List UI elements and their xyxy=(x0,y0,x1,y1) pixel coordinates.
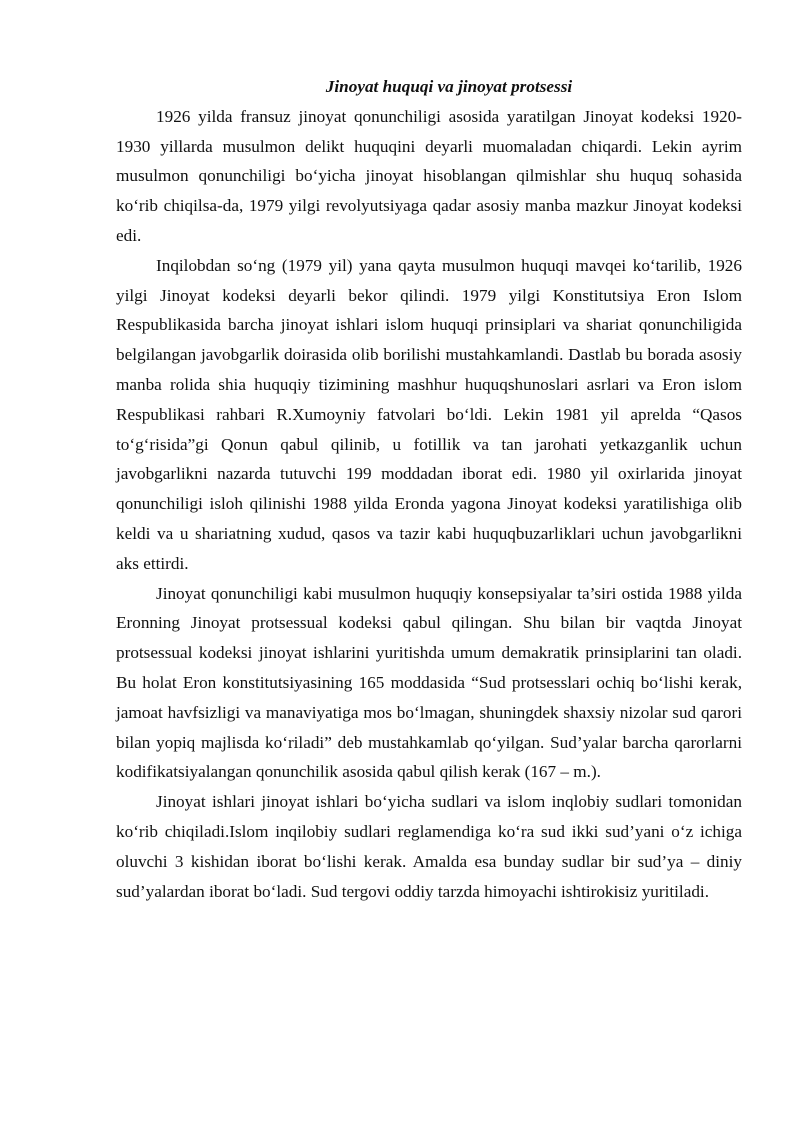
paragraph-1: 1926 yilda fransuz jinoyat qonunchiligi asosida yaratilgan Jinoyat kodeksi 1920-1930 yillarda musulmon delikt huquqini deyarli muomaladan chiqardi. Lekin ayrim musulmon qonunchiligi bo‘yicha jinoyat hisoblangan qilmishlar shu huquq sohasida ko‘rib chiqilsa-da, 1979 yilgi revolyutsiyaga qadar asosiy manba mazkur Jinoyat kodeksi edi. xyxy=(116,106,742,245)
paragraph-2: Inqilobdan so‘ng (1979 yil) yana qayta musulmon huquqi mavqei ko‘tarilib, 1926 yilgi Jinoyat kodeksi deyarli bekor qilindi. 1979 yilgi Konstitutsiya Eron Islom Respublikasida barcha jinoyat ishlari islom huquqi prinsiplari va shariat qonunchiligida belgilangan javobgarlik doirasida olib borilishi mustahkamlandi. Dastlab bu borada asosiy manba rolida shia huquqiy tizimining mashhur huquqshunoslari asrlari va Eron islom Respublikasi rahbari R.Xumoyniy fatvolari bo‘ldi. Lekin 1981 yil aprelda “Qasos to‘g‘risida”gi Qonun qabul qilinib, u fotillik va tan jarohati yetkazganlik uchun javobgarlikni nazarda tutuvchi 199 moddadan iborat edi. 1980 yil oxirlarida jinoyat qonunchiligi isloh qilinishi 1988 yilda Eronda yagona Jinoyat kodeksi yaratilishiga olib keldi va u shariatning xudud, qasos va tazir kabi huquqbuzarliklari uchun javobgarlikni aks ettirdi. xyxy=(116,255,742,573)
paragraph-3: Jinoyat qonunchiligi kabi musulmon huquqiy konsepsiyalar ta’siri ostida 1988 yilda Eronning Jinoyat protsessual kodeksi qabul qilingan. Shu bilan bir vaqtda Jinoyat protsessual kodeksi jinoyat ishlarini yuritishda umum demakratik prinsiplarini tan oladi. Bu holat Eron konstitutsiyasining 165 moddasida “Sud protsesslari ochiq bo‘lishi kerak, jamoat havfsizligi va manaviyatiga mos bo‘lmagan, shuningdek shaxsiy nizolar sud qarori bilan yopiq majlisda ko‘riladi” deb mustahkamlab qo‘yilgan. Sud’yalar barcha qarorlarni kodifikatsiyalangan qonunchilik asosida qabul qilish kerak (167 – m.). xyxy=(116,583,742,782)
document-title: Jinoyat huquqi va jinoyat protsessi xyxy=(325,77,573,96)
document-body xyxy=(116,72,742,906)
paragraph-4: Jinoyat ishlari jinoyat ishlari bo‘yicha sudlari va islom inqlobiy sudlari tomonidan ko‘rib chiqiladi.Islom inqilobiy sudlari reglamendiga ko‘ra sud ikki sud’yani o‘z ichiga oluvchi 3 kishidan iborat bo‘lishi kerak. Amalda esa bunday sudlar bir sud’ya – diniy sud’yalardan iborat bo‘ladi. Sud tergovi oddiy tarzda himoyachi ishtirokisiz yuritiladi. xyxy=(116,792,742,901)
